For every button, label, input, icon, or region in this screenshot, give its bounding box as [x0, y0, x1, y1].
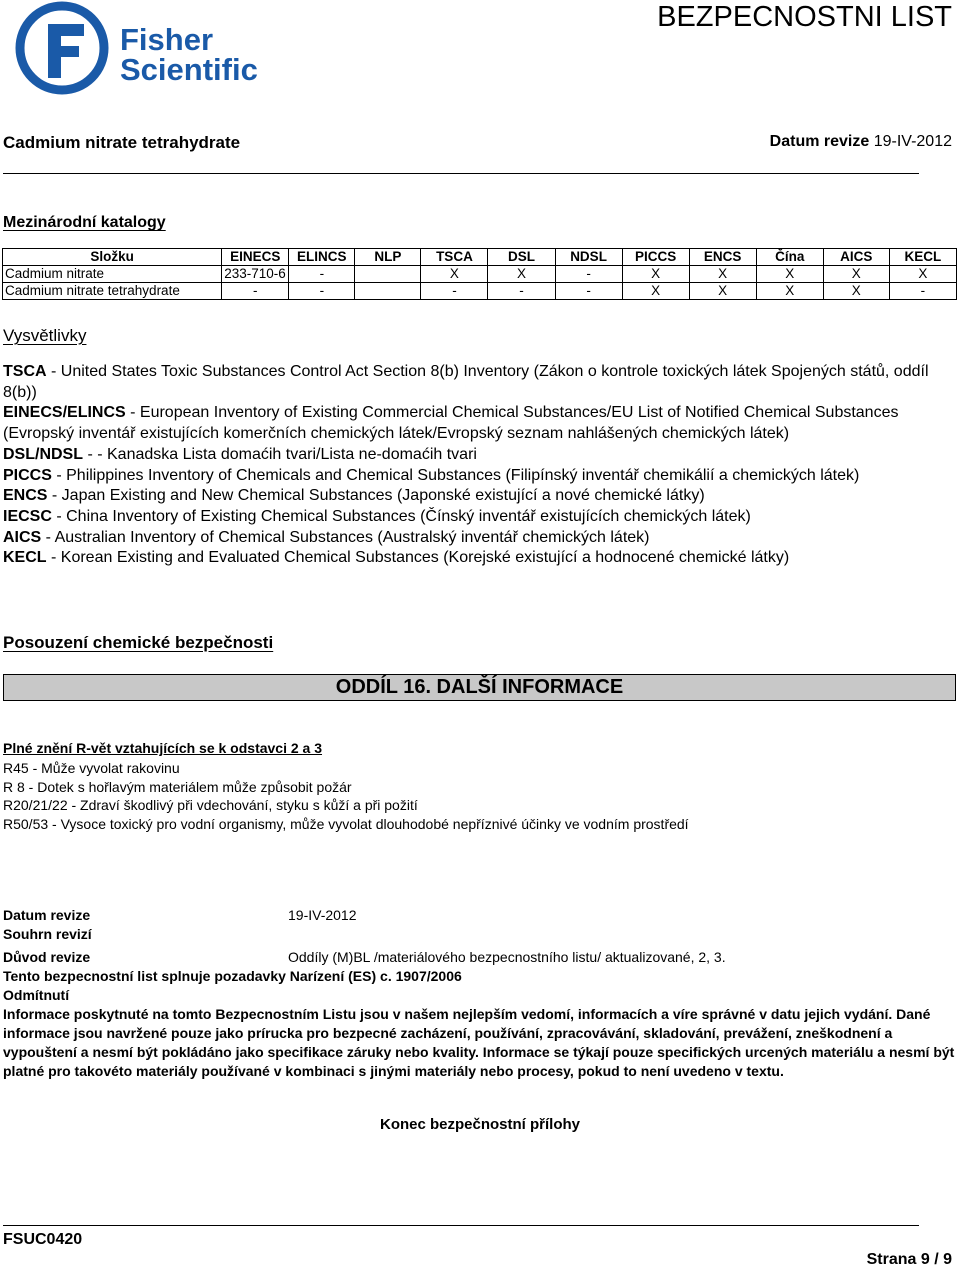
- table-cell: X: [756, 266, 823, 283]
- r-phrase: R45 - Může vyvolat rakovinu: [3, 760, 180, 776]
- product-name: Cadmium nitrate tetrahydrate: [3, 133, 241, 152]
- revision-summary-label: Souhrn revizí: [3, 926, 92, 942]
- table-row: [3, 266, 957, 283]
- table-cell: -: [289, 266, 355, 283]
- table-cell: -: [889, 283, 956, 300]
- fisher-scientific-logo: [4, 0, 284, 108]
- table-cell: -: [421, 283, 488, 300]
- r-phrase: R50/53 - Vysoce toxický pro vodní organismy, může vyvolat dlouhodobé nepříznivé účinky ve vodním prostředí: [3, 815, 689, 832]
- header-divider: [3, 173, 919, 174]
- legend-text: - European Inventory of Existing Commercial Chemical Substances/EU List of Notified Chemical Substances (Evropský inventář existujících komerčních chemických látek/Evropský seznam nahlášených chemických látek): [3, 404, 899, 443]
- table-cell: X: [689, 266, 756, 283]
- legend-abbr: TSCA: [3, 363, 47, 380]
- legend-text: - - Kanadska Lista domaćih tvari/Lista ne-domaćih tvari: [83, 445, 477, 463]
- column-header: NLP: [355, 249, 421, 266]
- catalogs-heading: Mezinárodní katalogy: [3, 214, 166, 231]
- disclaimer-label: Odmítnutí: [3, 987, 70, 1003]
- column-header: EINECS: [222, 249, 289, 266]
- revision-date-label: Datum revize: [3, 907, 91, 923]
- section-16-banner: ODDÍL 16. DALŠÍ INFORMACE: [3, 674, 956, 701]
- legend-heading: Vysvětlivky: [3, 326, 87, 345]
- document-title: BEZPECNOSTNI LIST: [657, 1, 952, 33]
- table-cell: X: [756, 283, 823, 300]
- legend-text: - United States Toxic Substances Control Act Section 8(b) Inventory (Zákon o kontrole toxických látek Spojených států, oddíl 8(b)): [3, 363, 929, 401]
- column-header: AICS: [823, 249, 889, 266]
- footer-divider: [3, 1225, 919, 1226]
- header-revision-label: Datum revize: [769, 133, 870, 150]
- table-cell: -: [555, 283, 622, 300]
- end-of-sheet-note: Konec bezpečnostní přílohy: [379, 1116, 581, 1133]
- legend-abbr: IECSC: [3, 507, 52, 525]
- revision-date-value: 19-IV-2012: [288, 907, 357, 923]
- header-revision: [770, 133, 952, 151]
- legend-list: [3, 362, 953, 569]
- table-cell: X: [622, 283, 689, 300]
- legend-item: [3, 466, 953, 487]
- legend-item: [3, 528, 953, 549]
- legend-abbr: PICCS: [3, 466, 52, 484]
- column-header: NDSL: [555, 249, 622, 266]
- legend-abbr: ENCS: [3, 487, 48, 505]
- logo-text-scientific: Scientific: [120, 52, 258, 87]
- table-cell: [355, 266, 421, 283]
- page-number: Strana 9 / 9: [866, 1251, 952, 1268]
- legend-abbr: EINECS/ELINCS: [3, 404, 126, 422]
- legend-item: [3, 403, 953, 444]
- legend-text: - Japan Existing and New Chemical Substances (Japonské existující a nové chemické látky): [47, 487, 705, 505]
- table-row: [3, 283, 957, 300]
- table-cell: X: [889, 266, 956, 283]
- table-cell: X: [823, 283, 889, 300]
- table-cell: Cadmium nitrate tetrahydrate: [3, 283, 222, 300]
- table-cell: -: [488, 283, 555, 300]
- catalogs-table: [2, 248, 957, 300]
- regulation-note: Tento bezpecnostní list splnuje pozadavky Narízení (ES) c. 1907/2006: [3, 968, 462, 984]
- disclaimer-text: Informace poskytnuté na tomto Bezpecnostním Listu jsou v našem nejlepším vedomí, informacích a víre správné v datu jejich vydání. Dané informace jsou navržené pouze jako prírucka pro bezpecné zacházení, používání, zpracovávání, skladování, prevážení, zneškodnení a vypouštení a nesmí být pokládáno jako specifikace záruky nebo kvality. Informace se týkají pouze specifických urcených materiálu a nesmí být platné pro takovéto materiály používané v kombinaci s jinými materiály nebo procesy, pokud to není uvedeno v textu.: [3, 1006, 955, 1079]
- legend-text: - China Inventory of Existing Chemical Substances (Čínský inventář existujících chemických látek): [51, 507, 751, 525]
- legend-item: [3, 507, 953, 528]
- table-cell: -: [222, 283, 289, 300]
- column-header: ENCS: [689, 249, 756, 266]
- legend-item: [3, 548, 953, 569]
- table-cell: Cadmium nitrate: [3, 266, 222, 283]
- column-header: Složku: [3, 249, 222, 266]
- table-cell: 233-710-6: [222, 266, 289, 283]
- table-cell: X: [488, 266, 555, 283]
- revision-reason-label: Důvod revize: [3, 949, 91, 965]
- legend-item: [3, 362, 953, 403]
- legend-abbr: KECL: [3, 549, 47, 567]
- header-revision-date: 19-IV-2012: [873, 133, 952, 150]
- table-cell: [355, 283, 421, 300]
- column-header: KECL: [889, 249, 956, 266]
- revision-reason-value: Oddíly (M)BL /materiálového bezpecnostního listu/ aktualizované, 2, 3.: [288, 949, 726, 965]
- logo-text-fisher: Fisher: [120, 22, 214, 57]
- r-phrases-list: [3, 759, 689, 833]
- legend-text: - Korean Existing and Evaluated Chemical Substances (Korejské existující a hodnocené chemické látky): [46, 549, 790, 567]
- table-cell: -: [555, 266, 622, 283]
- legend-item: [3, 445, 953, 466]
- assessment-heading: Posouzení chemické bezpečnosti: [3, 633, 274, 652]
- table-cell: X: [689, 283, 756, 300]
- r-phrase: R 8 - Dotek s hořlavým materiálem může způsobit požár: [3, 778, 352, 795]
- legend-item: [3, 486, 953, 507]
- table-cell: X: [421, 266, 488, 283]
- column-header: ELINCS: [289, 249, 355, 266]
- column-header: Čína: [756, 249, 823, 266]
- table-header-row: [3, 249, 957, 266]
- r-phrase: R20/21/22 - Zdraví škodlivý při vdechování, styku s kůží a při požití: [3, 797, 418, 813]
- table-cell: -: [289, 283, 355, 300]
- legend-text: - Philippines Inventory of Chemicals and Chemical Substances (Filipínský inventář chemikálií a chemických látek): [51, 466, 860, 484]
- document-code: FSUC0420: [3, 1231, 83, 1248]
- column-header: DSL: [488, 249, 555, 266]
- legend-text: - Australian Inventory of Chemical Substances (Australský inventář chemických látek): [41, 528, 650, 546]
- column-header: TSCA: [421, 249, 488, 266]
- table-cell: X: [622, 266, 689, 283]
- r-phrases-heading: Plné znění R-vět vztahujících se k odstavci 2 a 3: [3, 740, 323, 756]
- legend-abbr: DSL/NDSL: [3, 445, 83, 463]
- column-header: PICCS: [622, 249, 689, 266]
- table-cell: X: [823, 266, 889, 283]
- legend-abbr: AICS: [3, 528, 42, 546]
